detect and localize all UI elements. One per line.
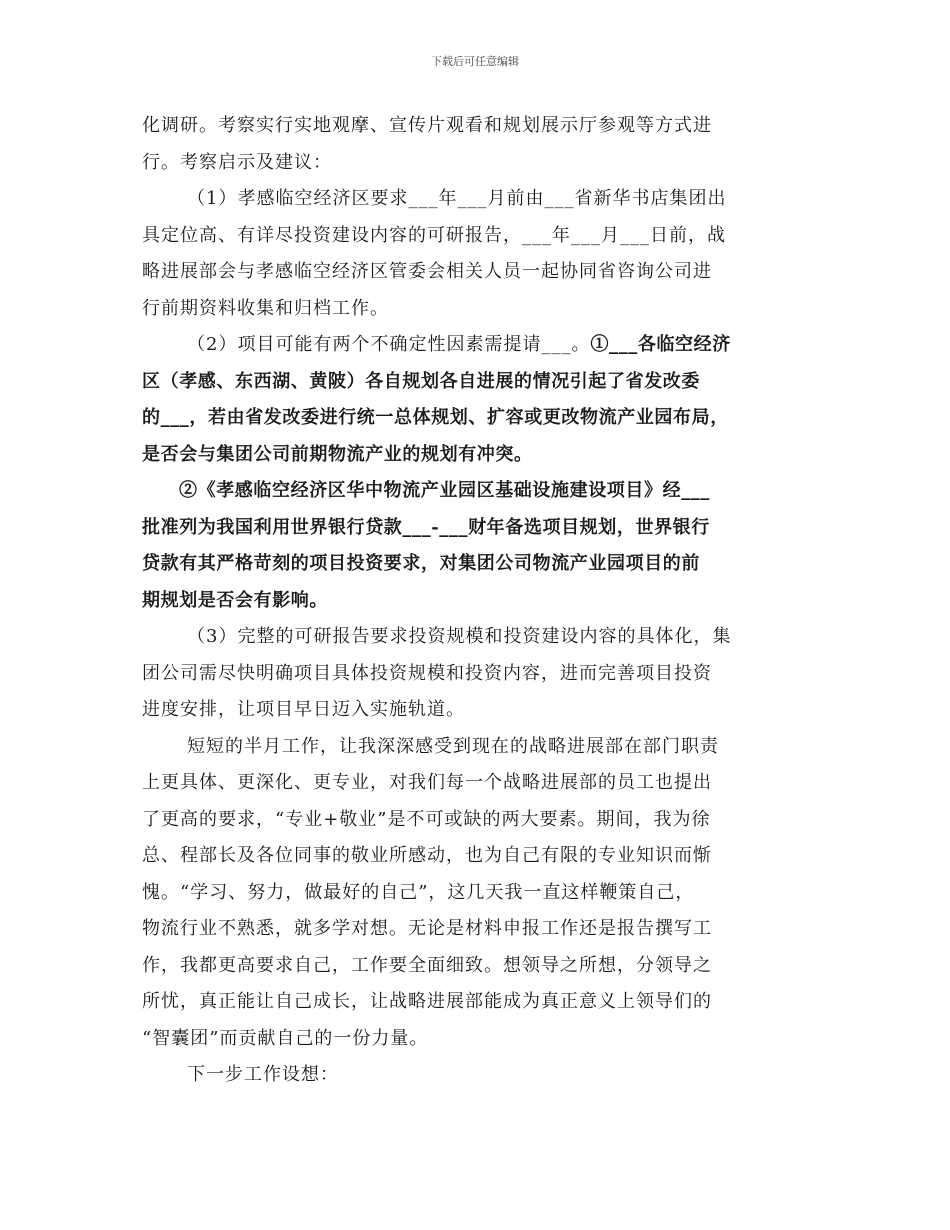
- text-line: 总、程部长及各位同事的敬业所感动，也为自己有限的专业知识而惭: [142, 845, 712, 866]
- text-line: 所忧，真正能让自己成长，让战略进展部能成为真正意义上领导们的: [142, 991, 712, 1012]
- text-line: 愧。“学习、努力，做最好的自己”，这几天我一直这样鞭策自己，: [142, 881, 695, 903]
- text-line: “智囊团”而贡献自己的一份力量。: [142, 1027, 429, 1049]
- text-line: 下一步工作设想：: [187, 1064, 339, 1085]
- bold-text-line: 是否会与集团公司前期物流产业的规划有冲突。: [142, 443, 533, 465]
- text-line: （3）完整的可研报告要求投资规模和投资建设内容的具体化，集: [187, 626, 732, 647]
- bold-text-line: 批准列为我国利用世界银行贷款___-___财年备选项目规划，世界银行: [142, 516, 710, 538]
- text-line: 上更具体、更深化、更专业，对我们每一个战略进展部的员工也提出: [142, 772, 712, 793]
- text-line: 了更高的要求，“专业+敬业”是不可或缺的两大要素。期间，我为徐: [142, 808, 711, 830]
- text-line: [142, 327, 808, 364]
- bold-text-line: 的___，若由省发改委进行统一总体规划、扩容或更改物流产业园布局，: [142, 407, 729, 428]
- text-line: 具定位高、有详尽投资建设内容的可研报告，___年___月___日前，战: [142, 224, 726, 246]
- text-line: 短短的半月工作，让我深深感受到现在的战略进展部在部门职责: [187, 735, 719, 757]
- text-line: 行前期资料收集和归档工作。: [142, 297, 389, 319]
- bold-text-segment: ①___各临空经济: [590, 334, 731, 355]
- bold-text-line: ②《孝感临空经济区华中物流产业园区基础设施建设项目》经___: [179, 480, 710, 501]
- bold-text-line: 区（孝感、东西湖、黄陂）各自规划各自进展的情况引起了省发改委: [142, 370, 700, 392]
- text-line: 作，我都更高要求自己，工作要全面细致。想领导之所想，分领导之: [142, 954, 712, 976]
- text-line: 进度安排，让项目早日迈入实施轨道。: [142, 699, 465, 720]
- document-body: [142, 108, 808, 1094]
- text-line: 行。考察启示及建议：: [142, 151, 332, 173]
- text-line: （1）孝感临空经济区要求___年___月前由___省新华书店集团出: [187, 188, 727, 209]
- text-line: 略进展部会与孝感临空经济区管委会相关人员一起协同省咨询公司进: [142, 261, 712, 282]
- text-line: 化调研。考察实行实地观摩、宣传片观看和规划展示厅参观等方式进: [142, 115, 712, 136]
- text-segment: （2）项目可能有两个不确定性因素需提请___。: [187, 334, 591, 355]
- bold-text-line: 期规划是否会有影响。: [142, 589, 328, 611]
- text-line: 物流行业不熟悉，就多学对想。无论是材料申报工作还是报告撰写工: [142, 918, 712, 939]
- bold-text-line: 贷款有其严格苛刻的项目投资要求，对集团公司物流产业园项目的前: [142, 553, 700, 574]
- text-line: 团公司需尽快明确项目具体投资规模和投资内容，进而完善项目投资: [142, 662, 712, 684]
- page-header: 下载后可任意编辑: [431, 55, 519, 68]
